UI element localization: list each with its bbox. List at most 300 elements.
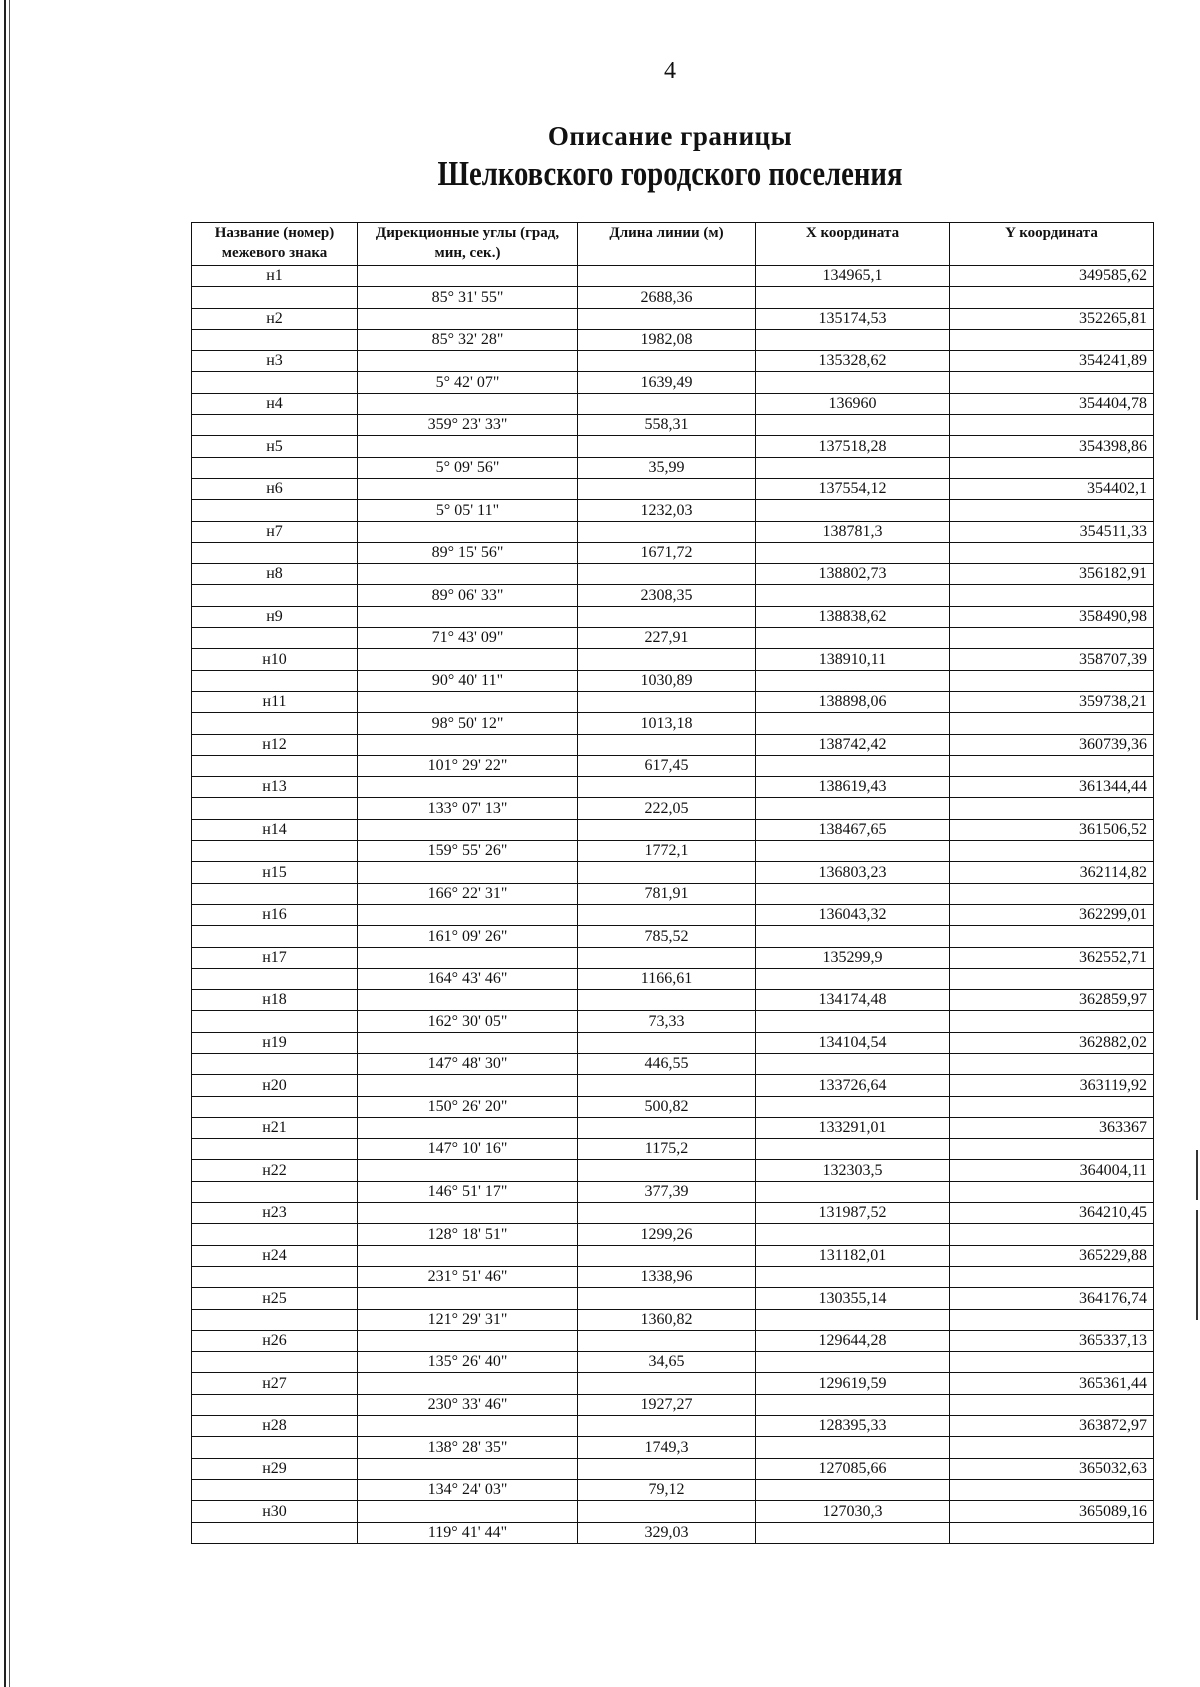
cell-y-coordinate: 362299,01: [950, 904, 1154, 925]
cell-y-coordinate: [950, 968, 1154, 989]
cell-direction-angle: [358, 1160, 578, 1181]
cell-y-coordinate: 365032,63: [950, 1458, 1154, 1479]
cell-direction-angle: 5° 42' 07": [358, 372, 578, 393]
cell-x-coordinate: 136043,32: [756, 904, 950, 925]
scan-border-left-inner: [9, 0, 10, 1687]
table-row: [192, 372, 1154, 393]
cell-line-length: [578, 947, 756, 968]
table-row: [192, 1437, 1154, 1458]
table-row: [192, 457, 1154, 478]
cell-direction-angle: [358, 478, 578, 499]
table-row: [192, 1309, 1154, 1330]
cell-mark-name: н19: [192, 1032, 358, 1053]
cell-line-length: 446,55: [578, 1053, 756, 1074]
cell-mark-name: [192, 755, 358, 776]
cell-y-coordinate: [950, 1139, 1154, 1160]
cell-line-length: [578, 521, 756, 542]
cell-y-coordinate: [950, 798, 1154, 819]
table-row: [192, 1501, 1154, 1522]
table-row: [192, 1245, 1154, 1266]
cell-y-coordinate: [950, 883, 1154, 904]
cell-x-coordinate: 137518,28: [756, 436, 950, 457]
cell-direction-angle: 98° 50' 12": [358, 713, 578, 734]
cell-mark-name: н27: [192, 1373, 358, 1394]
cell-line-length: [578, 904, 756, 925]
cell-x-coordinate: [756, 713, 950, 734]
cell-x-coordinate: [756, 585, 950, 606]
table-row: [192, 1288, 1154, 1309]
table-row: [192, 266, 1154, 287]
cell-y-coordinate: 361344,44: [950, 777, 1154, 798]
cell-x-coordinate: 138898,06: [756, 691, 950, 712]
cell-y-coordinate: 352265,81: [950, 308, 1154, 329]
table-row: [192, 1203, 1154, 1224]
cell-direction-angle: [358, 649, 578, 670]
cell-line-length: 1982,08: [578, 329, 756, 350]
cell-direction-angle: [358, 691, 578, 712]
cell-direction-angle: 89° 15' 56": [358, 542, 578, 563]
cell-line-length: 1927,27: [578, 1394, 756, 1415]
header-mark-name: Название (номер) межевого знака: [192, 223, 358, 266]
table-row: [192, 500, 1154, 521]
cell-x-coordinate: 138781,3: [756, 521, 950, 542]
cell-y-coordinate: [950, 1181, 1154, 1202]
cell-y-coordinate: 358707,39: [950, 649, 1154, 670]
cell-line-length: 79,12: [578, 1479, 756, 1500]
cell-mark-name: [192, 457, 358, 478]
cell-x-coordinate: 129619,59: [756, 1373, 950, 1394]
cell-direction-angle: [358, 1245, 578, 1266]
cell-mark-name: н17: [192, 947, 358, 968]
cell-mark-name: [192, 542, 358, 563]
table-row: [192, 585, 1154, 606]
cell-mark-name: н5: [192, 436, 358, 457]
cell-y-coordinate: [950, 1479, 1154, 1500]
cell-x-coordinate: [756, 457, 950, 478]
cell-mark-name: н12: [192, 734, 358, 755]
cell-line-length: 222,05: [578, 798, 756, 819]
cell-direction-angle: [358, 1501, 578, 1522]
table-row: [192, 1011, 1154, 1032]
cell-mark-name: [192, 329, 358, 350]
cell-x-coordinate: 134104,54: [756, 1032, 950, 1053]
cell-y-coordinate: [950, 1522, 1154, 1543]
cell-x-coordinate: [756, 1352, 950, 1373]
cell-mark-name: н11: [192, 691, 358, 712]
cell-x-coordinate: [756, 798, 950, 819]
cell-direction-angle: 138° 28' 35": [358, 1437, 578, 1458]
cell-line-length: [578, 308, 756, 329]
cell-direction-angle: 85° 32' 28": [358, 329, 578, 350]
table-row: [192, 1394, 1154, 1415]
cell-x-coordinate: 138910,11: [756, 649, 950, 670]
scan-mark-right-lower: [1196, 1210, 1198, 1320]
table-row: [192, 1330, 1154, 1351]
cell-x-coordinate: [756, 968, 950, 989]
cell-y-coordinate: 364004,11: [950, 1160, 1154, 1181]
cell-x-coordinate: [756, 1096, 950, 1117]
table-row: [192, 819, 1154, 840]
table-row: [192, 1096, 1154, 1117]
cell-x-coordinate: [756, 926, 950, 947]
cell-mark-name: н18: [192, 990, 358, 1011]
table-row: [192, 1160, 1154, 1181]
cell-y-coordinate: [950, 1224, 1154, 1245]
cell-mark-name: н29: [192, 1458, 358, 1479]
cell-y-coordinate: [950, 841, 1154, 862]
table-row: [192, 1352, 1154, 1373]
cell-mark-name: н15: [192, 862, 358, 883]
cell-line-length: [578, 990, 756, 1011]
cell-mark-name: н23: [192, 1203, 358, 1224]
table-row: [192, 734, 1154, 755]
header-direction-angle: Дирекционные углы (град, мин, сек.): [358, 223, 578, 266]
cell-line-length: [578, 1245, 756, 1266]
cell-mark-name: [192, 1437, 358, 1458]
cell-y-coordinate: [950, 542, 1154, 563]
table-row: [192, 1458, 1154, 1479]
cell-line-length: 1175,2: [578, 1139, 756, 1160]
table-row: [192, 393, 1154, 414]
cell-y-coordinate: [950, 1394, 1154, 1415]
boundary-table: [191, 222, 1154, 1544]
cell-mark-name: [192, 585, 358, 606]
table-row: [192, 351, 1154, 372]
cell-mark-name: н28: [192, 1416, 358, 1437]
cell-line-length: 35,99: [578, 457, 756, 478]
cell-x-coordinate: 135174,53: [756, 308, 950, 329]
cell-mark-name: н16: [192, 904, 358, 925]
table-row: [192, 1373, 1154, 1394]
cell-direction-angle: 146° 51' 17": [358, 1181, 578, 1202]
cell-direction-angle: 71° 43' 09": [358, 628, 578, 649]
cell-direction-angle: [358, 1330, 578, 1351]
cell-direction-angle: [358, 1032, 578, 1053]
cell-x-coordinate: 134174,48: [756, 990, 950, 1011]
cell-y-coordinate: 361506,52: [950, 819, 1154, 840]
cell-x-coordinate: [756, 670, 950, 691]
cell-y-coordinate: [950, 457, 1154, 478]
table-row: [192, 415, 1154, 436]
cell-y-coordinate: 363872,97: [950, 1416, 1154, 1437]
cell-y-coordinate: [950, 926, 1154, 947]
cell-line-length: [578, 862, 756, 883]
cell-line-length: [578, 1117, 756, 1138]
cell-x-coordinate: 138802,73: [756, 564, 950, 585]
document-title: Описание границы: [547, 121, 793, 151]
cell-x-coordinate: 128395,33: [756, 1416, 950, 1437]
table-row: [192, 904, 1154, 925]
cell-mark-name: н21: [192, 1117, 358, 1138]
table-row: [192, 1181, 1154, 1202]
header-y-coordinate: Y координата: [950, 223, 1154, 266]
cell-direction-angle: 101° 29' 22": [358, 755, 578, 776]
cell-y-coordinate: [950, 372, 1154, 393]
table-row: [192, 1224, 1154, 1245]
cell-mark-name: н4: [192, 393, 358, 414]
table-row: [192, 606, 1154, 627]
table-row: [192, 1416, 1154, 1437]
cell-direction-angle: 90° 40' 11": [358, 670, 578, 691]
cell-mark-name: н8: [192, 564, 358, 585]
table-row: [192, 947, 1154, 968]
cell-direction-angle: 161° 09' 26": [358, 926, 578, 947]
cell-y-coordinate: 362859,97: [950, 990, 1154, 1011]
cell-y-coordinate: 354511,33: [950, 521, 1154, 542]
cell-y-coordinate: 363367: [950, 1117, 1154, 1138]
cell-direction-angle: [358, 904, 578, 925]
cell-line-length: [578, 564, 756, 585]
table-row: [192, 755, 1154, 776]
cell-x-coordinate: [756, 1053, 950, 1074]
cell-mark-name: н26: [192, 1330, 358, 1351]
cell-line-length: 34,65: [578, 1352, 756, 1373]
cell-mark-name: [192, 415, 358, 436]
cell-line-length: 617,45: [578, 755, 756, 776]
cell-y-coordinate: [950, 287, 1154, 308]
cell-line-length: 1299,26: [578, 1224, 756, 1245]
table-row: [192, 713, 1154, 734]
cell-direction-angle: 162° 30' 05": [358, 1011, 578, 1032]
cell-direction-angle: [358, 990, 578, 1011]
cell-direction-angle: 147° 48' 30": [358, 1053, 578, 1074]
cell-x-coordinate: 129644,28: [756, 1330, 950, 1351]
cell-direction-angle: 166° 22' 31": [358, 883, 578, 904]
table-row: [192, 542, 1154, 563]
cell-mark-name: н1: [192, 266, 358, 287]
cell-y-coordinate: [950, 1309, 1154, 1330]
cell-mark-name: н13: [192, 777, 358, 798]
cell-direction-angle: [358, 308, 578, 329]
cell-y-coordinate: [950, 329, 1154, 350]
cell-x-coordinate: 135299,9: [756, 947, 950, 968]
cell-y-coordinate: 364210,45: [950, 1203, 1154, 1224]
cell-x-coordinate: 132303,5: [756, 1160, 950, 1181]
cell-x-coordinate: 136960: [756, 393, 950, 414]
cell-x-coordinate: [756, 628, 950, 649]
cell-x-coordinate: 138742,42: [756, 734, 950, 755]
table-row: [192, 990, 1154, 1011]
cell-direction-angle: [358, 947, 578, 968]
cell-direction-angle: [358, 1288, 578, 1309]
cell-y-coordinate: [950, 628, 1154, 649]
table-header-row: [192, 223, 1154, 266]
cell-line-length: [578, 1288, 756, 1309]
cell-mark-name: [192, 968, 358, 989]
cell-y-coordinate: 358490,98: [950, 606, 1154, 627]
cell-line-length: 377,39: [578, 1181, 756, 1202]
cell-x-coordinate: 131182,01: [756, 1245, 950, 1266]
cell-line-length: [578, 606, 756, 627]
cell-x-coordinate: [756, 542, 950, 563]
cell-x-coordinate: [756, 287, 950, 308]
table-row: [192, 798, 1154, 819]
cell-direction-angle: 230° 33' 46": [358, 1394, 578, 1415]
table-row: [192, 436, 1154, 457]
cell-x-coordinate: [756, 1522, 950, 1543]
cell-mark-name: [192, 1053, 358, 1074]
cell-mark-name: н30: [192, 1501, 358, 1522]
cell-direction-angle: 231° 51' 46": [358, 1266, 578, 1287]
cell-direction-angle: [358, 1458, 578, 1479]
cell-y-coordinate: [950, 670, 1154, 691]
table-row: [192, 1266, 1154, 1287]
cell-direction-angle: 89° 06' 33": [358, 585, 578, 606]
cell-line-length: 227,91: [578, 628, 756, 649]
cell-mark-name: [192, 372, 358, 393]
cell-y-coordinate: 365337,13: [950, 1330, 1154, 1351]
cell-line-length: 781,91: [578, 883, 756, 904]
table-row: [192, 862, 1154, 883]
cell-y-coordinate: [950, 1096, 1154, 1117]
cell-line-length: 785,52: [578, 926, 756, 947]
cell-direction-angle: [358, 1373, 578, 1394]
cell-y-coordinate: 363119,92: [950, 1075, 1154, 1096]
cell-y-coordinate: 365361,44: [950, 1373, 1154, 1394]
cell-y-coordinate: 362114,82: [950, 862, 1154, 883]
cell-mark-name: н9: [192, 606, 358, 627]
table-row: [192, 968, 1154, 989]
table-row: [192, 1075, 1154, 1096]
cell-mark-name: н2: [192, 308, 358, 329]
cell-mark-name: [192, 670, 358, 691]
cell-direction-angle: [358, 266, 578, 287]
cell-line-length: [578, 734, 756, 755]
cell-direction-angle: 5° 09' 56": [358, 457, 578, 478]
cell-direction-angle: 133° 07' 13": [358, 798, 578, 819]
cell-x-coordinate: 138838,62: [756, 606, 950, 627]
table-row: [192, 926, 1154, 947]
cell-line-length: [578, 1160, 756, 1181]
table-row: [192, 691, 1154, 712]
cell-direction-angle: [358, 521, 578, 542]
table-row: [192, 521, 1154, 542]
scan-mark-right: [1196, 1150, 1198, 1200]
cell-line-length: 1749,3: [578, 1437, 756, 1458]
cell-line-length: [578, 1501, 756, 1522]
cell-mark-name: [192, 500, 358, 521]
cell-line-length: 2688,36: [578, 287, 756, 308]
cell-y-coordinate: [950, 500, 1154, 521]
cell-x-coordinate: 138619,43: [756, 777, 950, 798]
cell-x-coordinate: 137554,12: [756, 478, 950, 499]
cell-line-length: [578, 1330, 756, 1351]
header-x-coordinate: X координата: [756, 223, 950, 266]
cell-x-coordinate: 130355,14: [756, 1288, 950, 1309]
table-row: [192, 287, 1154, 308]
table-row: [192, 329, 1154, 350]
cell-line-length: [578, 1458, 756, 1479]
cell-line-length: [578, 393, 756, 414]
cell-x-coordinate: 133291,01: [756, 1117, 950, 1138]
cell-line-length: [578, 1075, 756, 1096]
cell-mark-name: н24: [192, 1245, 358, 1266]
cell-direction-angle: [358, 1075, 578, 1096]
cell-x-coordinate: [756, 755, 950, 776]
cell-direction-angle: 121° 29' 31": [358, 1309, 578, 1330]
cell-x-coordinate: 138467,65: [756, 819, 950, 840]
cell-line-length: [578, 777, 756, 798]
page-number: 4: [664, 58, 676, 84]
cell-x-coordinate: [756, 372, 950, 393]
scan-border-left: [4, 0, 6, 1687]
cell-x-coordinate: [756, 1181, 950, 1202]
cell-y-coordinate: 354241,89: [950, 351, 1154, 372]
cell-mark-name: н6: [192, 478, 358, 499]
cell-mark-name: н25: [192, 1288, 358, 1309]
cell-line-length: [578, 691, 756, 712]
cell-x-coordinate: 133726,64: [756, 1075, 950, 1096]
cell-line-length: 1338,96: [578, 1266, 756, 1287]
cell-mark-name: [192, 1394, 358, 1415]
cell-line-length: 558,31: [578, 415, 756, 436]
table-row: [192, 1117, 1154, 1138]
cell-line-length: 73,33: [578, 1011, 756, 1032]
cell-mark-name: н14: [192, 819, 358, 840]
cell-line-length: 1232,03: [578, 500, 756, 521]
table-row: [192, 308, 1154, 329]
cell-mark-name: [192, 1139, 358, 1160]
cell-line-length: [578, 1203, 756, 1224]
cell-y-coordinate: 362552,71: [950, 947, 1154, 968]
cell-direction-angle: [358, 564, 578, 585]
cell-mark-name: [192, 883, 358, 904]
document-subtitle: Шелковского городского поселения: [437, 154, 903, 193]
cell-direction-angle: [358, 1117, 578, 1138]
cell-direction-angle: 135° 26' 40": [358, 1352, 578, 1373]
cell-mark-name: [192, 841, 358, 862]
cell-y-coordinate: 356182,91: [950, 564, 1154, 585]
header-line-length: Длина линии (м): [578, 223, 756, 266]
cell-x-coordinate: 135328,62: [756, 351, 950, 372]
cell-y-coordinate: 359738,21: [950, 691, 1154, 712]
cell-line-length: [578, 266, 756, 287]
cell-direction-angle: [358, 777, 578, 798]
cell-mark-name: [192, 798, 358, 819]
cell-direction-angle: [358, 819, 578, 840]
table-row: [192, 1479, 1154, 1500]
cell-y-coordinate: [950, 1053, 1154, 1074]
cell-y-coordinate: 354404,78: [950, 393, 1154, 414]
cell-direction-angle: 128° 18' 51": [358, 1224, 578, 1245]
cell-line-length: [578, 649, 756, 670]
cell-direction-angle: 159° 55' 26": [358, 841, 578, 862]
cell-x-coordinate: [756, 1437, 950, 1458]
cell-x-coordinate: [756, 329, 950, 350]
cell-y-coordinate: 354398,86: [950, 436, 1154, 457]
cell-x-coordinate: [756, 500, 950, 521]
cell-direction-angle: [358, 606, 578, 627]
cell-x-coordinate: [756, 883, 950, 904]
cell-x-coordinate: 131987,52: [756, 1203, 950, 1224]
cell-direction-angle: [358, 1203, 578, 1224]
cell-line-length: [578, 436, 756, 457]
cell-line-length: 500,82: [578, 1096, 756, 1117]
cell-direction-angle: [358, 734, 578, 755]
cell-line-length: 1360,82: [578, 1309, 756, 1330]
cell-line-length: 1639,49: [578, 372, 756, 393]
cell-direction-angle: [358, 351, 578, 372]
cell-line-length: 1671,72: [578, 542, 756, 563]
cell-line-length: 2308,35: [578, 585, 756, 606]
cell-mark-name: [192, 926, 358, 947]
table-row: [192, 841, 1154, 862]
cell-y-coordinate: 360739,36: [950, 734, 1154, 755]
cell-direction-angle: [358, 1416, 578, 1437]
cell-mark-name: [192, 1522, 358, 1543]
cell-direction-angle: 150° 26' 20": [358, 1096, 578, 1117]
cell-line-length: 1772,1: [578, 841, 756, 862]
